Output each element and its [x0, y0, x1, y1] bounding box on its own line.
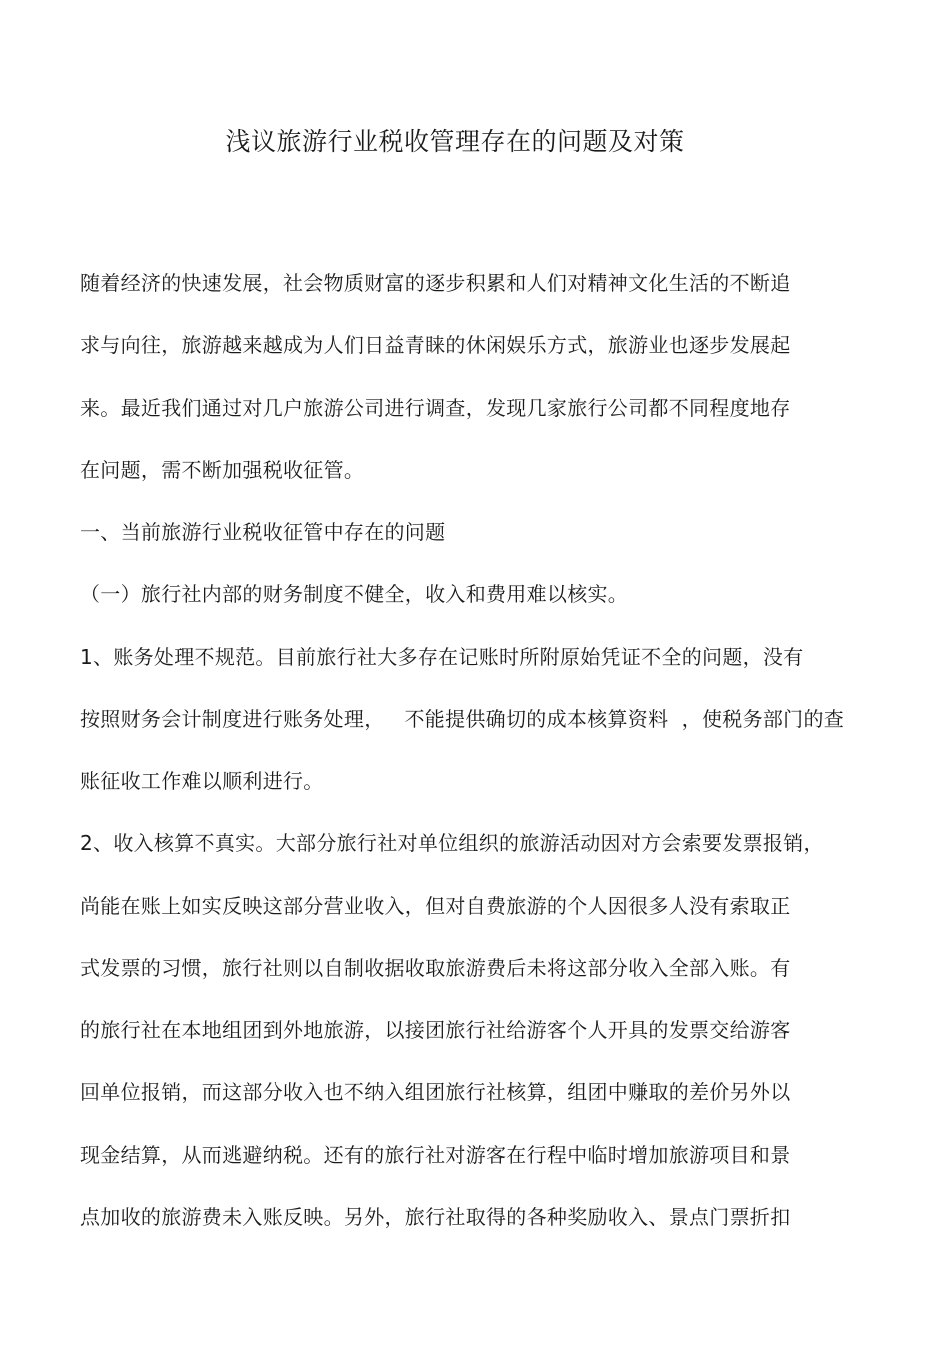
subsection-heading: （一）旅行社内部的财务制度不健全，收入和费用难以核实。	[80, 582, 629, 606]
body-line: 的旅行社在本地组团到外地旅游，以接团旅行社给游客个人开具的发票交给游客	[80, 1018, 791, 1042]
body-line: 2、收入核算不真实。大部分旅行社对单位组织的旅游活动因对方会索要发票报销，	[80, 831, 824, 855]
body-line: 回单位报销，而这部分收入也不纳入组团旅行社核算，组团中赚取的差价另外以	[80, 1080, 791, 1104]
body-line: 1、账务处理不规范。目前旅行社大多存在记账时所附原始凭证不全的问题，没有	[80, 645, 804, 669]
body-line: 尚能在账上如实反映这部分营业收入，但对自费旅游的个人因很多人没有索取正	[80, 894, 791, 918]
body-line: 在问题，需不断加强税收征管。	[80, 458, 365, 482]
section-heading: 一、当前旅游行业税收征管中存在的问题	[80, 520, 446, 544]
body-line: 来。最近我们通过对几户旅游公司进行调查，发现几家旅行公司都不同程度地存	[80, 396, 791, 420]
body-line: 式发票的习惯，旅行社则以自制收据收取旅游费后未将这部分收入全部入账。有	[80, 956, 791, 980]
body-line: 现金结算，从而逃避纳税。还有的旅行社对游客在行程中临时增加旅游项目和景	[80, 1143, 791, 1167]
body-line: 点加收的旅游费未入账反映。另外，旅行社取得的各种奖励收入、景点门票折扣	[80, 1205, 791, 1229]
body-line: 按照财务会计制度进行账务处理， 不能提供确切的成本核算资料 ，使税务部门的查	[80, 707, 845, 731]
document-title: 浅议旅游行业税收管理存在的问题及对策	[225, 127, 685, 156]
body-line: 求与向往，旅游越来越成为人们日益青睐的休闲娱乐方式，旅游业也逐步发展起	[80, 333, 791, 357]
body-line: 账征收工作难以顺利进行。	[80, 769, 324, 793]
body-line: 随着经济的快速发展，社会物质财富的逐步积累和人们对精神文化生活的不断追	[80, 271, 791, 295]
